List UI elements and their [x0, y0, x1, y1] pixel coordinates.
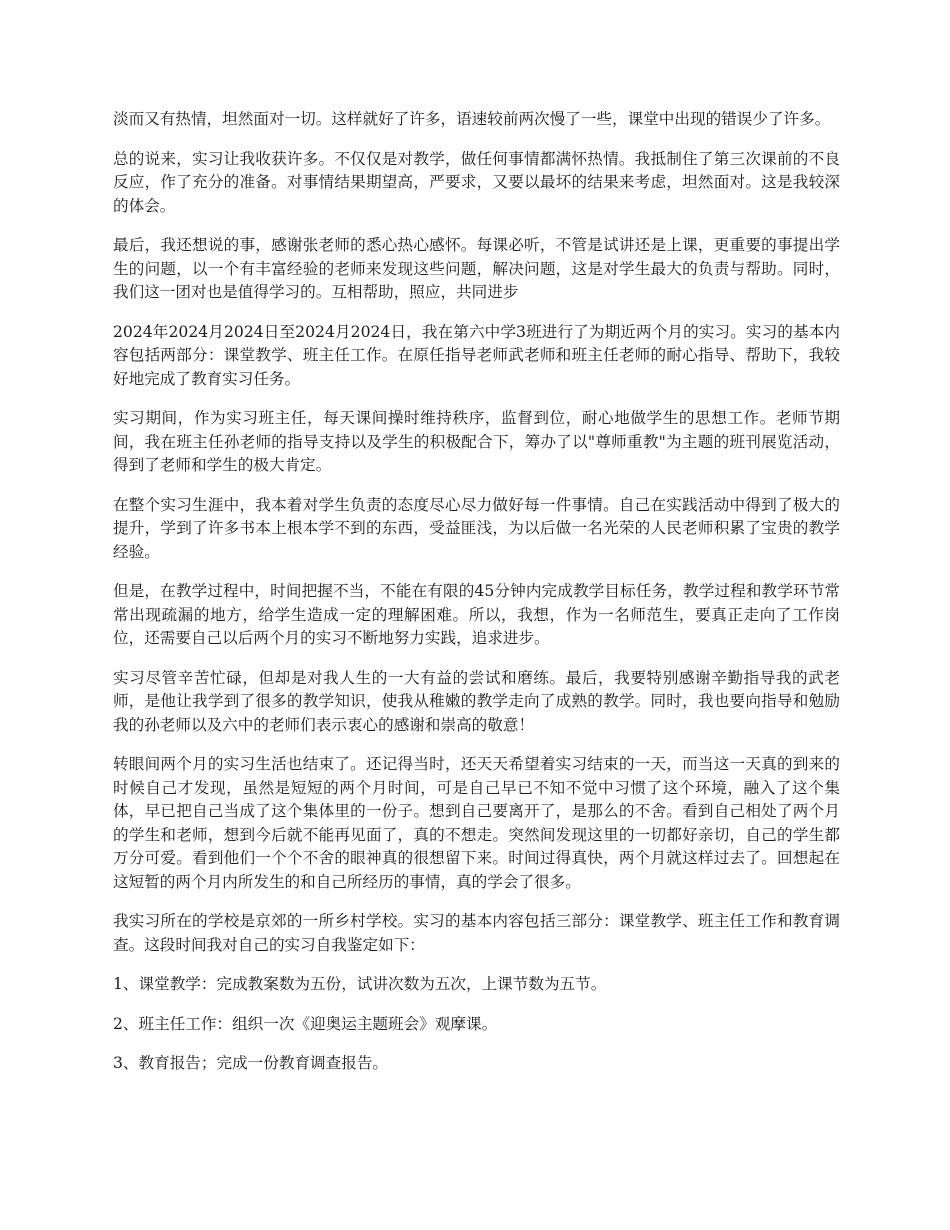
list-item: 1、课堂教学：完成教案数为五份，试讲次数为五次，上课节数为五节。: [113, 975, 607, 993]
paragraph: 我实习所在的学校是京郊的一所乡村学校。实习的基本内容包括三部分：课堂教学、班主任工作和教育调查。这段时间我对自己的实习自我鉴定如下：: [113, 912, 840, 954]
paragraph: 最后，我还想说的事，感谢张老师的悉心热心感怀。每课必听，不管是试讲还是上课，更重要的事提出学生的问题，以一个有丰富经验的老师来发现这些问题，解决问题，这是对学生最大的负责与帮助。同时，我们这一团对也是值得学习的。互相帮助，照应，共同进步: [113, 236, 840, 301]
paragraph: 实习期间，作为实习班主任，每天课间操时维持秩序，监督到位，耐心地做学生的思想工作。老师节期间，我在班主任孙老师的指导支持以及学生的积极配合下，筹办了以"尊师重教"为主题的班刊展览活动，得到了老师和学生的极大肯定。: [113, 409, 840, 474]
paragraph: 但是，在教学过程中，时间把握不当，不能在有限的45分钟内完成教学目标任务，教学过程和教学环节常常出现疏漏的地方，给学生造成一定的理解困难。所以，我想，作为一名师范生，要真正走向了工作岗位，还需要自己以后两个月的实习不断地努力实践，追求进步。: [113, 582, 840, 647]
paragraph: 在整个实习生涯中，我本着对学生负责的态度尽心尽力做好每一件事情。自己在实践活动中得到了极大的提升，学到了许多书本上根本学不到的东西，受益匪浅，为以后做一名光荣的人民老师积累了宝贵的教学经验。: [113, 495, 840, 561]
document-page: [113, 108, 840, 1092]
list-item: 2、班主任工作：组织一次《迎奥运主题班会》观摩课。: [113, 1014, 498, 1033]
paragraph: 转眼间两个月的实习生活也结束了。还记得当时，还天天希望着实习结束的一天，而当这一天真的到来的时候自己才发现，虽然是短短的两个月时间，可是自己早已不知不觉中习惯了这个环境，融入了这个集体，早已把自己当成了这个集体里的一份子。想到自己要离开了，是那么的不舍。看到自己相处了两个月的学生和老师，想到今后就不能再见面了，真的不想走。突然间发现这里的一切都好亲切，自己的学生都万分可爱。看到他们一个个不舍的眼神真的很想留下来。时间过得真快，两个月就这样过去了。回想起在这短暂的两个月内所发生的和自己所经历的事情，真的学会了很多。: [113, 755, 840, 891]
paragraph: 总的说来，实习让我收获许多。不仅仅是对教学，做任何事情都满怀热情。我抵制住了第三次课前的不良反应，作了充分的准备。对事情结果期望高，严要求，又要以最坏的结果来考虑，坦然面对。这是我较深的体会。: [113, 149, 840, 215]
paragraph: 2024年2024月2024日至2024月2024日，我在第六中学3班进行了为期近两个月的实习。实习的基本内容包括两部分：课堂教学、班主任工作。在原任指导老师武老师和班主任老师的耐心指导、帮助下，我较好地完成了教育实习任务。: [113, 322, 840, 388]
list-item: 3、教育报告；完成一份教育调查报告。: [113, 1054, 389, 1072]
paragraph: 淡而又有热情，坦然面对一切。这样就好了许多，语速较前两次慢了一些，课堂中出现的错误少了许多。: [113, 110, 831, 128]
paragraph: 实习尽管辛苦忙碌，但却是对我人生的一大有益的尝试和磨练。最后，我要特别感谢辛勤指导我的武老师，是他让我学到了很多的教学知识，使我从稚嫩的教学走向了成熟的教学。同时，我也要向指导和勉励我的孙老师以及六中的老师们表示衷心的感谢和崇高的敬意！: [113, 668, 840, 734]
